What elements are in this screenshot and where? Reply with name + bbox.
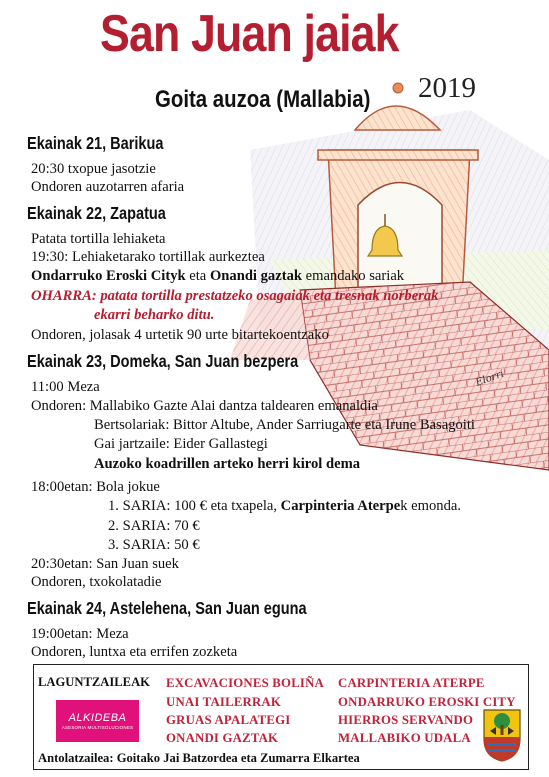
event-line: Ondoren, jolasak 4 urtetik 90 urte bitartekoentzako <box>31 327 329 343</box>
note-line-continued: ekarri beharko ditu. <box>94 307 215 323</box>
prize-line-1: 1. SARIA: 100 € eta txapela, Carpinteria Aterpek emonda. <box>108 498 462 514</box>
event-line: 19:30: Lehiaketarako tortillak aurkeztea <box>31 249 265 265</box>
sponsors-title: LAGUNTZAILEAK <box>38 675 150 689</box>
event-line: 20:30 txopue jasotzie <box>31 161 156 177</box>
event-line: Gai jartzaile: Eider Gallastegi <box>94 436 268 452</box>
sponsor-name: GRUAS APALATEGI <box>166 713 291 727</box>
logo-tagline: ASESORIA MULTISOLUCIONES <box>61 725 134 730</box>
sponsor-name: Onandi gaztak <box>209 268 302 284</box>
organizer-line: Antolatzailea: Goitako Jai Batzordea eta Zumarra Elkartea <box>38 751 360 765</box>
event-line: 19:00etan: Meza <box>31 626 129 642</box>
prize-line-3: 3. SARIA: 50 € <box>108 537 200 553</box>
event-line: Ondoren auzotarren afaria <box>31 179 185 195</box>
event-line: 18:00etan: Bola jokue <box>31 479 160 495</box>
day-heading-3: Ekainak 23, Domeka, San Juan bezpera <box>27 351 299 371</box>
alkideba-logo <box>56 700 139 742</box>
event-line: Auzoko koadrillen arteko herri kirol dema <box>94 456 361 472</box>
poster-year: 2019 <box>418 72 476 104</box>
event-line: Ondoren: Mallabiko Gazte Alai dantza taldearen emanaldia <box>31 398 378 414</box>
day-heading-1: Ekainak 21, Barikua <box>27 133 164 153</box>
event-line: Bertsolariak: Bittor Altube, Ander Sarriugarte eta Irune Basagoiti <box>94 417 475 433</box>
prize-sponsors-line: Ondarruko Eroski Cityk eta Onandi gaztak emandako sariak <box>31 268 405 284</box>
artist-signature: Elorri <box>474 368 506 389</box>
sponsor-name: CARPINTERIA ATERPE <box>338 676 485 690</box>
poster-title: San Juan jaiak <box>100 5 399 63</box>
prize-line-2: 2. SARIA: 70 € <box>108 518 200 534</box>
day-heading-2: Ekainak 22, Zapatua <box>27 203 166 223</box>
event-line: 20:30etan: San Juan suek <box>31 556 179 572</box>
poster-subtitle: Goita auzoa (Mallabia) <box>155 86 371 113</box>
sponsor-name: Ondarruko Eroski Cityk <box>31 268 186 284</box>
sponsor-name: ONDARRUKO EROSKI CITY <box>338 695 516 709</box>
logo-name: ALKIDEBA <box>68 712 127 724</box>
event-line: 11:00 Meza <box>31 379 100 395</box>
sponsor-name: EXCAVACIONES BOLIÑA <box>166 676 324 690</box>
sponsor-name: HIERROS SERVANDO <box>338 713 474 727</box>
sponsor-name: ONANDI GAZTAK <box>166 731 279 745</box>
event-line: Patata tortilla lehiaketa <box>31 231 166 247</box>
sponsor-name: MALLABIKO UDALA <box>338 731 471 745</box>
coat-of-arms-icon <box>482 707 522 762</box>
sponsor-name: Carpinteria Aterpe <box>280 498 401 514</box>
event-line: Ondoren, luntxa eta errifen zozketa <box>31 644 238 660</box>
note-line: OHARRA: patata tortilla prestatzeko osagaiak eta tresnak norberak <box>31 288 439 304</box>
note-label: OHARRA: <box>31 288 97 304</box>
day-heading-4: Ekainak 24, Astelehena, San Juan eguna <box>27 598 307 618</box>
sponsor-name: UNAI TAILERRAK <box>166 695 282 709</box>
event-line: Ondoren, txokolatadie <box>31 574 162 590</box>
